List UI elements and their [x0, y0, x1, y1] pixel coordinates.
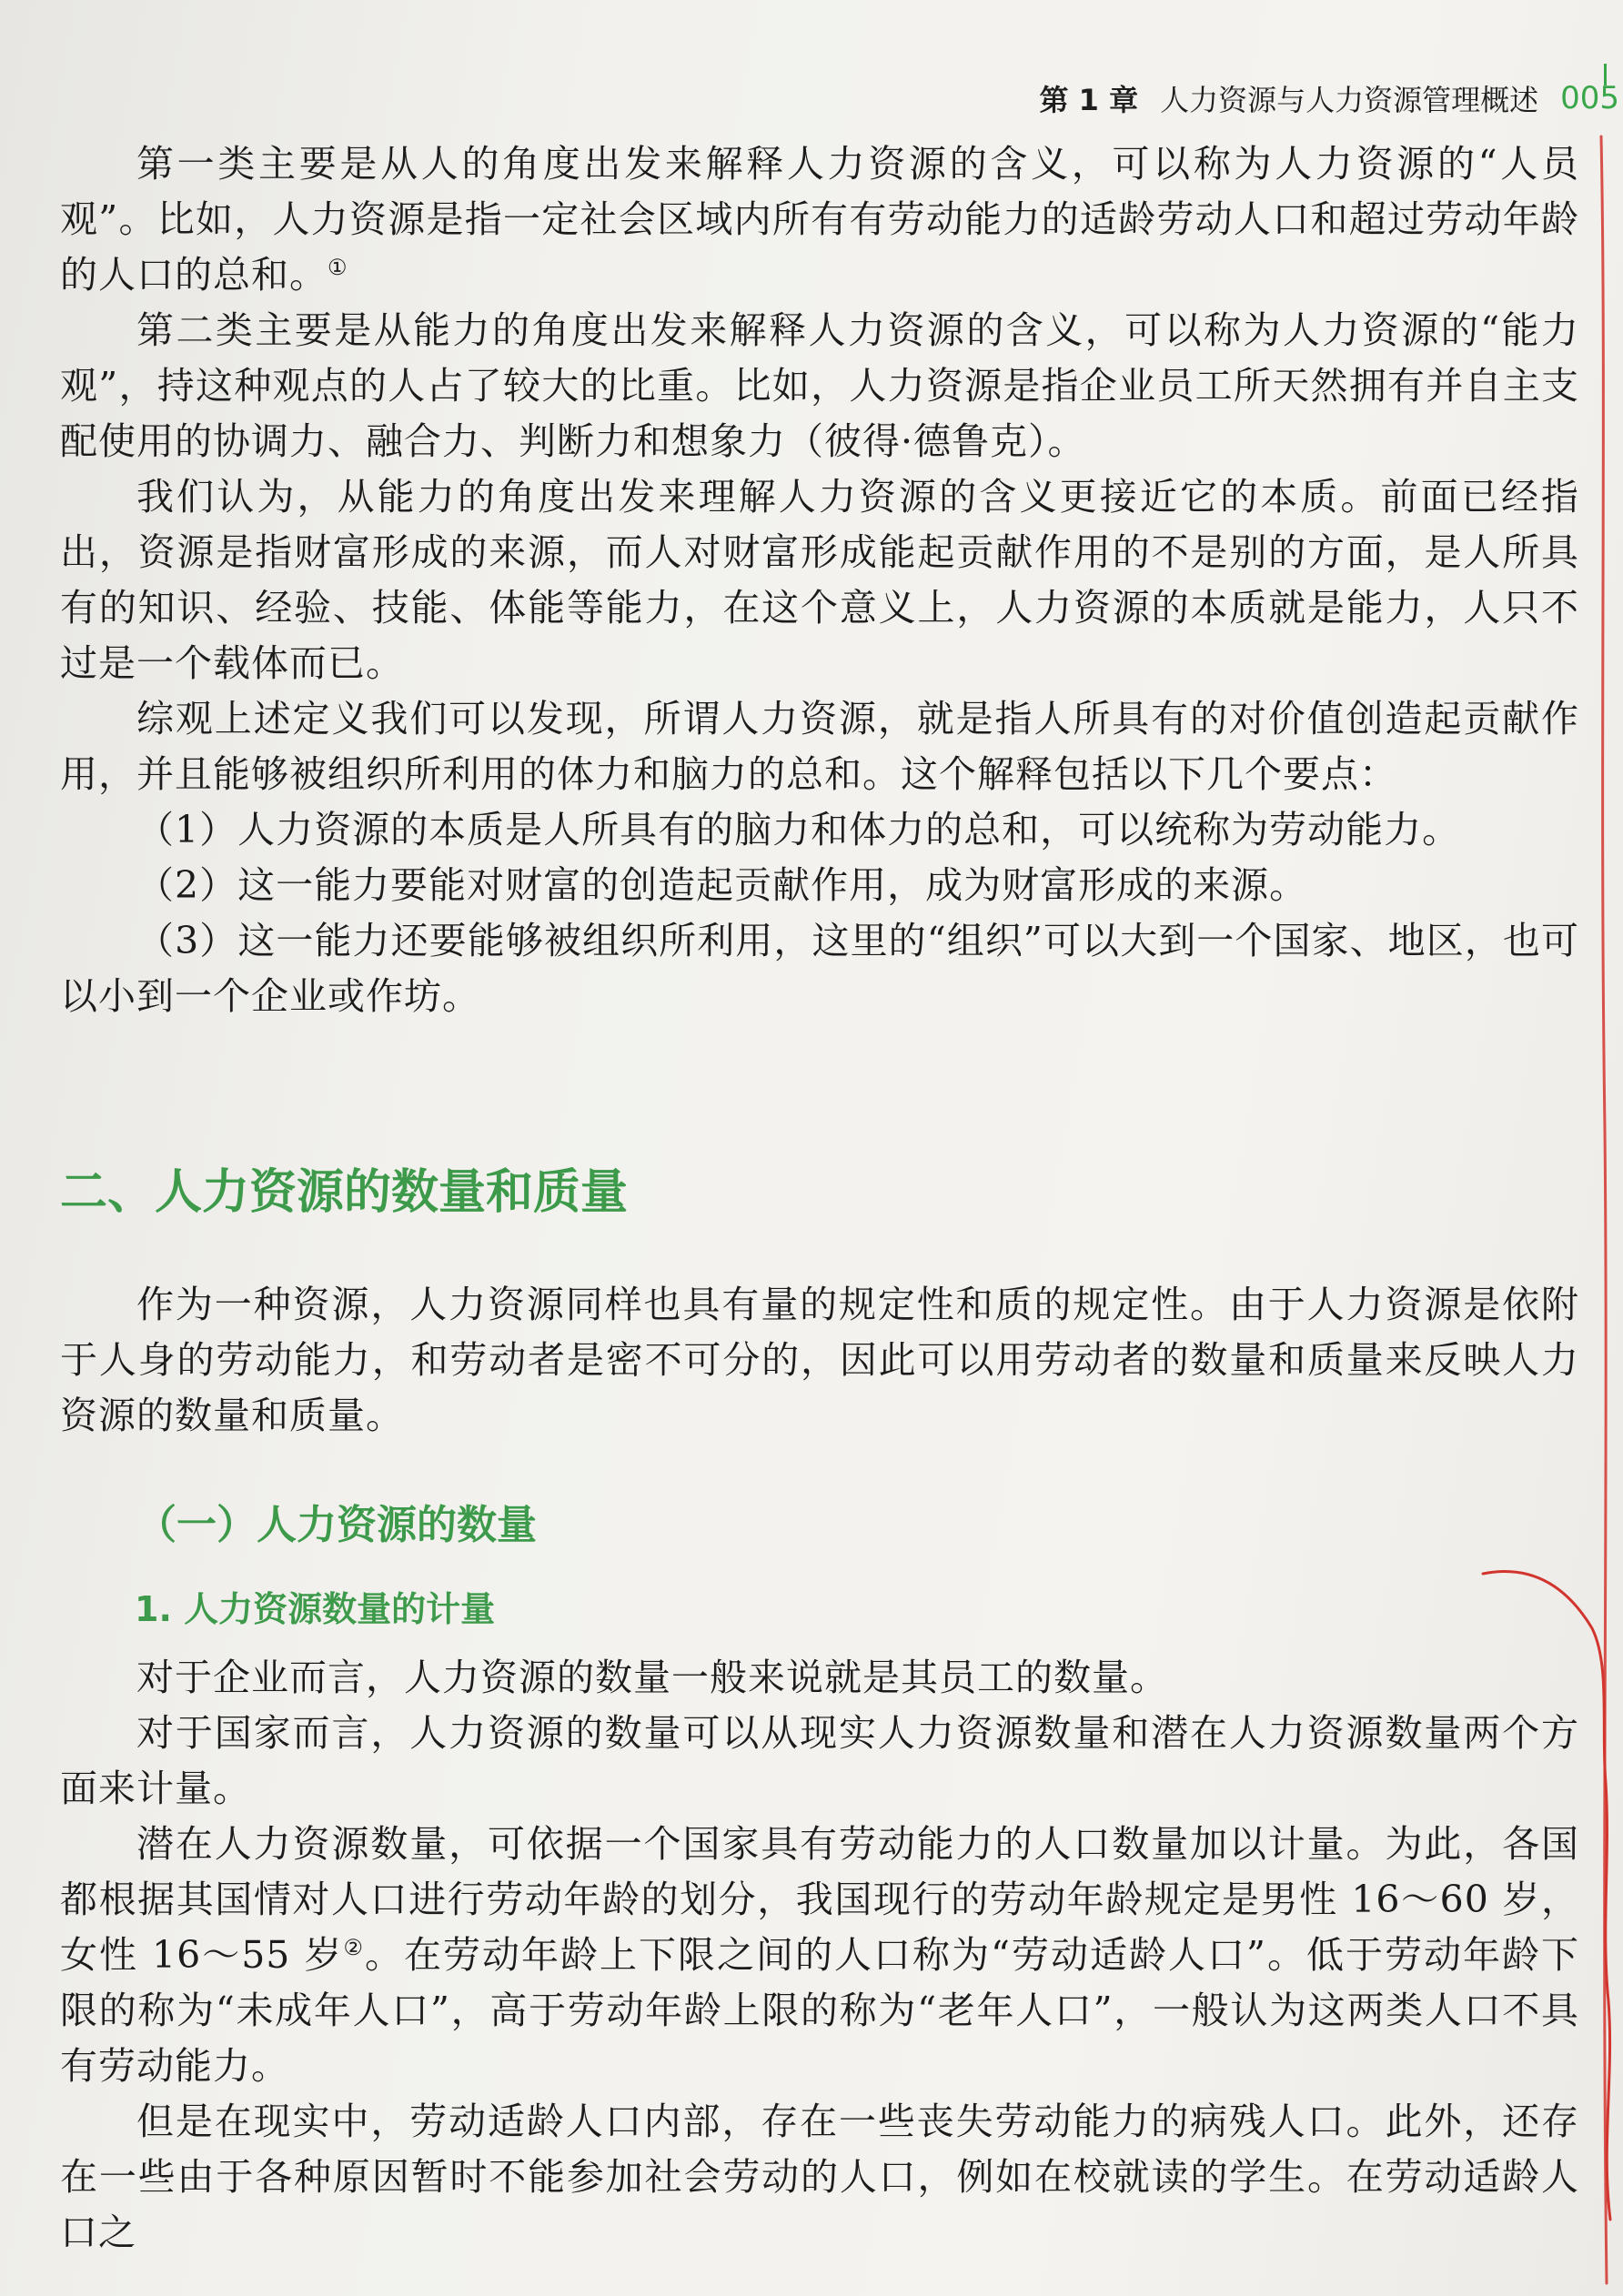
paragraph-potential: 潜在人力资源数量，可依据一个国家具有劳动能力的人口数量加以计量。为此，各国都根据其国情对人口进行劳动年龄的划分，我国现行的劳动年龄规定是男性 16～60 岁，女性 16～55 岁②。在劳动年龄上下限之间的人口称为“劳动适龄人口”。低于劳动年龄下限的称为“未成年人口”，高于劳动年龄上限的称为“老年人口”，一般认为这两类人口不具有劳动能力。 [60, 1822, 1579, 2088]
page-header [1040, 71, 1623, 126]
paragraph-enterprise: 对于企业而言，人力资源的数量一般来说就是其员工的数量。 [136, 1656, 1168, 1699]
pen-margin-line [1592, 127, 1623, 2292]
paragraph-our-view: 我们认为，从能力的角度出发来理解人力资源的含义更接近它的本质。前面已经指出，资源是指财富形成的来源，而人对财富形成能起贡献作用的不是别的方面，是人所具有的知识、经验、技能、体能等能力，在这个意义上，人力资源的本质就是能力，人只不过是一个载体而已。 [60, 475, 1579, 685]
chapter-label: 第 1 章 [1039, 83, 1139, 117]
paragraph-nation: 对于国家而言，人力资源的数量可以从现实人力资源数量和潜在人力资源数量两个方面来计量。 [60, 1711, 1579, 1810]
paragraph-section-intro: 作为一种资源，人力资源同样也具有量的规定性和质的规定性。由于人力资源是依附于人身的劳动能力，和劳动者是密不可分的，因此可以用劳动者的数量和质量来反映人力资源的数量和质量。 [60, 1283, 1579, 1437]
page-number: 005 [1560, 80, 1619, 116]
paragraph-ability-view: 第二类主要是从能力的角度出发来解释人力资源的含义，可以称为人力资源的“能力观”，持这种观点的人占了较大的比重。比如，人力资源是指企业员工所天然拥有并自主支配使用的协调力、融合力、判断力和想象力（彼得·德鲁克）。 [60, 308, 1579, 463]
section-heading: 二、人力资源的数量和质量 [60, 1165, 629, 1220]
subsection-heading: （一）人力资源的数量 [136, 1502, 537, 1548]
subsubsection-heading: 1. 人力资源数量的计量 [135, 1589, 496, 1629]
definitions-block [60, 136, 1579, 1024]
section-intro-block [60, 1277, 1579, 1444]
chapter-title: 人力资源与人力资源管理概述 [1160, 83, 1539, 117]
point-2: （2）这一能力要能对财富的创造起贡献作用，成为财富形成的来源。 [136, 863, 1308, 907]
paragraph-summary: 综观上述定义我们可以发现，所谓人力资源，就是指人所具有的对价值创造起贡献作用，并且能够被组织所利用的体力和脑力的总和。这个解释包括以下几个要点： [60, 697, 1579, 796]
point-1: （1）人力资源的本质是人所具有的脑力和体力的总和，可以统称为劳动能力。 [136, 808, 1461, 851]
point-3: （3）这一能力还要能够被组织所利用，这里的“组织”可以大到一个国家、地区，也可以小到一个企业或作坊。 [60, 919, 1579, 1018]
quantity-block [60, 1650, 1579, 2261]
footnote-mark-2: ② [343, 1935, 365, 1960]
footnote-mark-1: ① [328, 255, 348, 280]
paragraph-reality: 但是在现实中，劳动适龄人口内部，存在一些丧失劳动能力的病残人口。此外，还存在一些由于各种原因暂时不能参加社会劳动的人口，例如在校就读的学生。在劳动适龄人口之 [60, 2100, 1579, 2254]
paragraph-person-view: 第一类主要是从人的角度出发来解释人力资源的含义，可以称为人力资源的“人员观”。比如，人力资源是指一定社会区域内所有有劳动能力的适龄劳动人口和超过劳动年龄的人口的总和。① [60, 142, 1579, 297]
